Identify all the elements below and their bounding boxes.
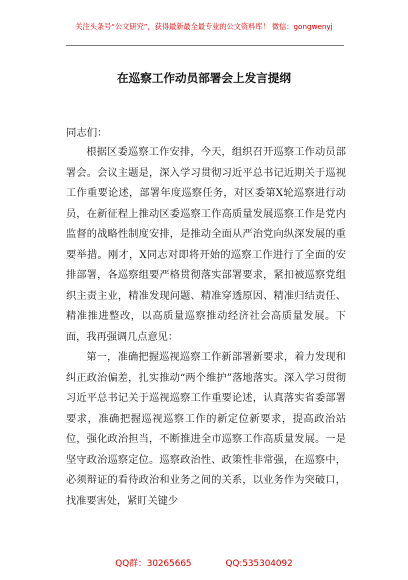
document-body [66,143,346,512]
greeting: 同志们： [66,127,108,139]
qq-group: QQ群：30265665 [115,559,192,569]
header-divider [66,45,344,46]
document-title: 在巡察工作动员部署会上发言提纲 [117,71,291,85]
header-banner: 关注头条号“公文研究”，获得最新最全最专业的公文资料库！ 微信：gongwenyj [75,22,333,31]
paragraph: 根据区委巡察工作安排，今天，组织召开巡察工作动员部署会。会议主题是，深入学习贯彻习近平总书记近期关于巡视工作重要论述，部署年度巡察任务，对区委第X轮巡察进行动员，在新征程上推动区委巡察工作高质量发展巡察工作是党内监督的战略性制度安排，是推动全面从严治党向纵深发展的重要举措。刚才，X同志对即将开始的巡察工作进行了全面的安排部署，各巡察组要严格贯彻落实部署要求，紧扣被巡察党组织主责主业，精准发现问题、精准穿透原因、精准归结责任、精准推进整改，以高质量巡察推动经济社会高质量发展。下面，我再强调几点意见： [66,147,346,343]
paragraph: 第一，准确把握巡视巡察工作新部署新要求，着力发现和纠正政治偏差，扎实推动“两个维护”落地落实。深入学习贯彻习近平总书记关于巡视巡察工作重要论述，认真落实省委部署要求，准确把握巡视巡察工作的新定位新要求，提高政治站位，强化政治担当，不断推进全市巡察工作高质量发展。一是坚守政治巡察定位。巡察政治性、政策性非常强，在巡察中，必须辩证的看待政治和业务之间的关系，以业务作为突破口，找准要害处，紧盯关键少 [66,352,346,507]
footer-contact [0,556,408,569]
qq-number: QQ:535304092 [225,559,293,569]
